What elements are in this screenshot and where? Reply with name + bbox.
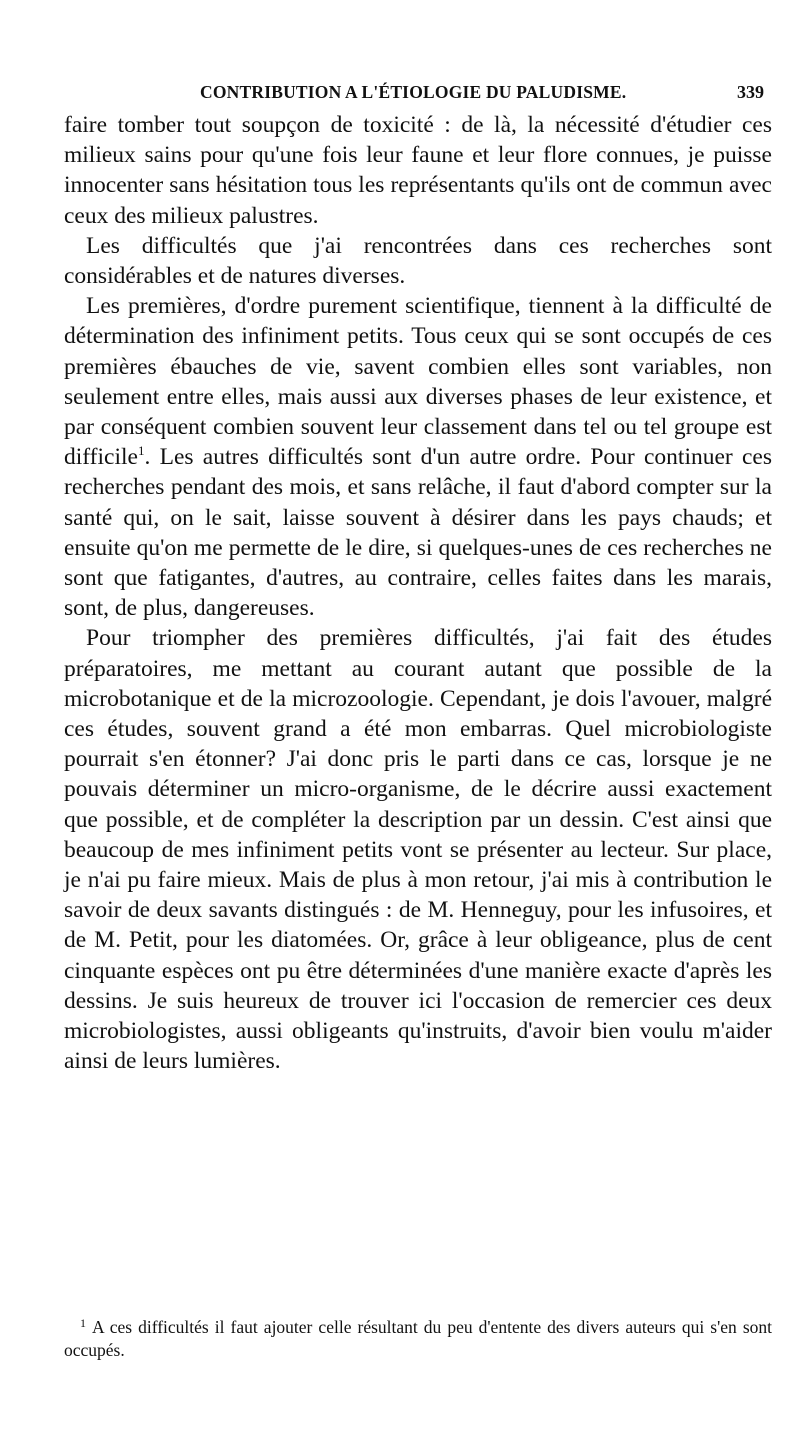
paragraph-3 [64,291,772,623]
paragraph-3-part-1: Les premières, d'ordre purement scientifique, tiennent à la difficulté de détermination des infiniment petits. Tous ceux qui se sont occupés de ces premières ébauches de vie, savent combien elles sont variables, non seulement entre elles, mais aussi aux diverses phases de leur existence, et par conséquent combien souvent leur classement dans tel ou tel groupe est difficile [64,293,772,471]
running-title: CONTRIBUTION A L'ÉTIOLOGIE DU PALUDISME. [200,82,627,102]
footnote [64,1316,772,1362]
body-text [64,110,772,1077]
footnote-text: A ces difficultés il faut ajouter celle résultant du peu d'entente des divers auteurs qui s'en sont occupés. [64,1317,772,1360]
paragraph-2: Les difficultés que j'ai rencontrées dans ces recherches sont considérables et de natures diverses. [64,232,772,290]
paragraph-3-part-2: . Les autres difficultés sont d'un autre ordre. Pour continuer ces recherches pendant des mois, et sans relâche, il faut d'abord compter sur la santé qui, on le sait, laisse souvent à désirer dans les pays chauds; et ensuite qu'on me permette de le dire, si quelques-unes de ces recherches ne sont que fatigantes, d'autres, au contraire, celles faites dans les marais, sont, de plus, dangereuses. [64,444,772,622]
paragraph-1: faire tomber tout soupçon de toxicité : de là, la nécessité d'étudier ces milieux sains pour qu'une fois leur faune et leur flore connues, je puisse innocenter sans hésitation tous les représentants qu'ils ont de commun avec ceux des milieux palustres. [64,112,772,229]
page-number: 339 [737,82,764,102]
footnote-reference: 1 [137,443,145,459]
paragraph-4: Pour triompher des premières difficultés, j'ai fait des études préparatoires, me mettant au courant autant que possible de la microbotanique et de la microzoologie. Cependant, je dois l'avouer, malgré ces études, souvent grand a été mon embarras. Quel microbiologiste pourrait s'en étonner? J'ai donc pris le parti dans ce cas, lorsque je ne pouvais déterminer un micro-organisme, de le décrire aussi exactement que possible, et de compléter la description par un dessin. C'est ainsi que beaucoup de mes infiniment petits vont se présenter au lecteur. Sur place, je n'ai pu faire mieux. Mais de plus à mon retour, j'ai mis à contribution le savoir de deux savants distingués : de M. Henneguy, pour les infusoires, et de M. Petit, pour les diatomées. Or, grâce à leur obligeance, plus de cent cinquante espèces ont pu être déterminées d'une manière exacte d'après les dessins. Je suis heureux de trouver ici l'occasion de remercier ces deux microbiologistes, aussi obligeants qu'instruits, d'avoir bien voulu m'aider ainsi de leurs lumières. [64,625,772,1075]
footnote-marker: 1 [80,1316,86,1330]
